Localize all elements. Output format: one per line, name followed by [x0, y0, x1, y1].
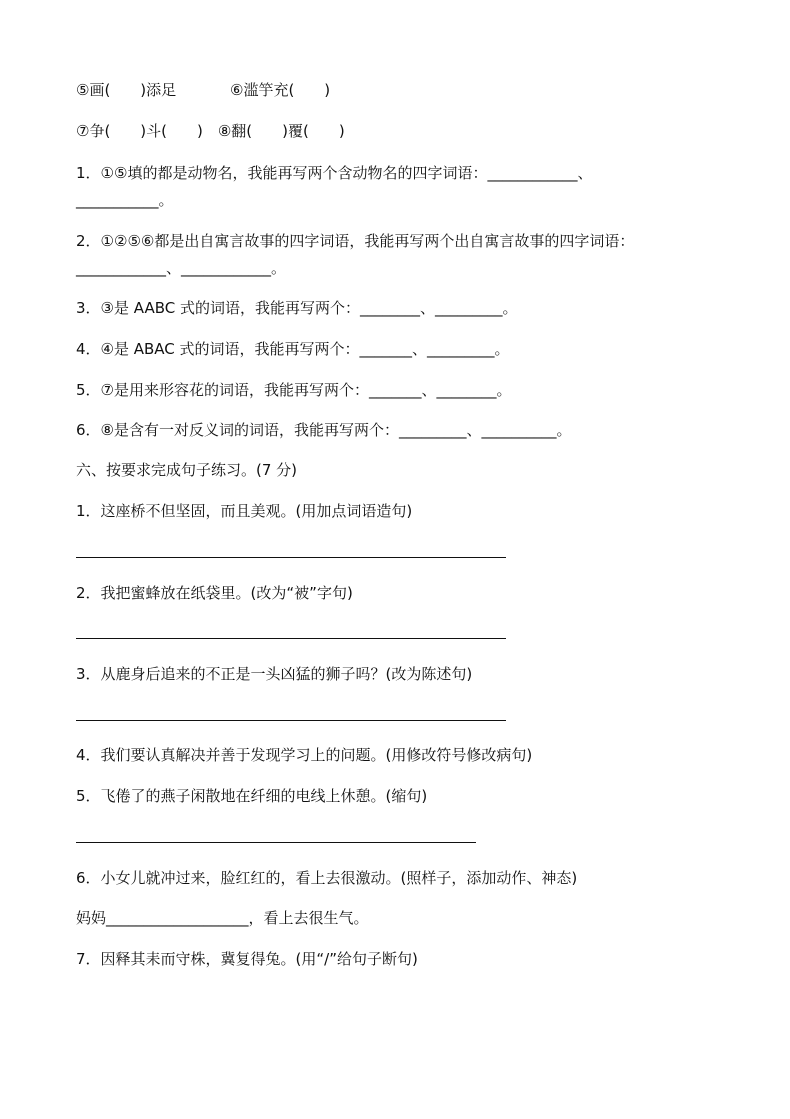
answer-line-1[interactable] — [76, 557, 506, 558]
word-question-1-line2: ___________。 — [76, 191, 174, 209]
vocab-item-6: ⑥滥竽充( ) — [230, 81, 331, 99]
sentence-item-6: 6．小女儿就冲过来，脸红红的，看上去很激动。(照样子，添加动作、神态) — [76, 869, 578, 887]
answer-line-2[interactable] — [76, 638, 506, 639]
sentence-item-4: 4．我们要认真解决并善于发现学习上的问题。(用修改符号修改病句) — [76, 746, 533, 764]
sentence-item-7: 7．因释其耒而守株，冀复得兔。(用“/”给句子断句) — [76, 950, 418, 968]
sentence-item-6-answer: 妈妈___________________，看上去很生气。 — [76, 909, 369, 927]
sentence-item-5: 5．飞倦了的燕子闲散地在纤细的电线上休憩。(缩句) — [76, 787, 428, 805]
answer-line-5[interactable] — [76, 842, 476, 843]
word-question-6: 6．⑧是含有一对反义词的词语，我能再写两个：_________、__________。 — [76, 421, 572, 439]
answer-line-3[interactable] — [76, 720, 506, 721]
vocab-item-5: ⑤画( )添足 — [76, 81, 177, 99]
sentence-item-1: 1．这座桥不但坚固，而且美观。(用加点词语造句) — [76, 502, 413, 520]
word-question-2-line1: 2．①②⑤⑥都是出自寓言故事的四字词语，我能再写两个出自寓言故事的四字词语： — [76, 232, 635, 250]
section-six-title: 六、按要求完成句子练习。(7 分) — [76, 461, 298, 479]
word-question-5: 5．⑦是用来形容花的词语，我能再写两个：_______、________。 — [76, 381, 512, 399]
vocab-row-7-8: ⑦争( )斗( ) ⑧翻( )覆( ) — [76, 122, 345, 140]
word-question-4: 4．④是 ABAC 式的词语，我能再写两个：_______、_________。 — [76, 340, 510, 358]
sentence-item-2: 2．我把蜜蜂放在纸袋里。(改为“被”字句) — [76, 584, 353, 602]
word-question-1-line1: 1．①⑤填的都是动物名，我能再写两个含动物名的四字词语：____________、 — [76, 164, 593, 182]
word-question-2-line2: ____________、____________。 — [76, 259, 287, 277]
word-question-3: 3．③是 AABC 式的词语，我能再写两个：________、_________。 — [76, 299, 518, 317]
sentence-item-3: 3．从鹿身后追来的不正是一头凶猛的狮子吗？(改为陈述句) — [76, 665, 473, 683]
